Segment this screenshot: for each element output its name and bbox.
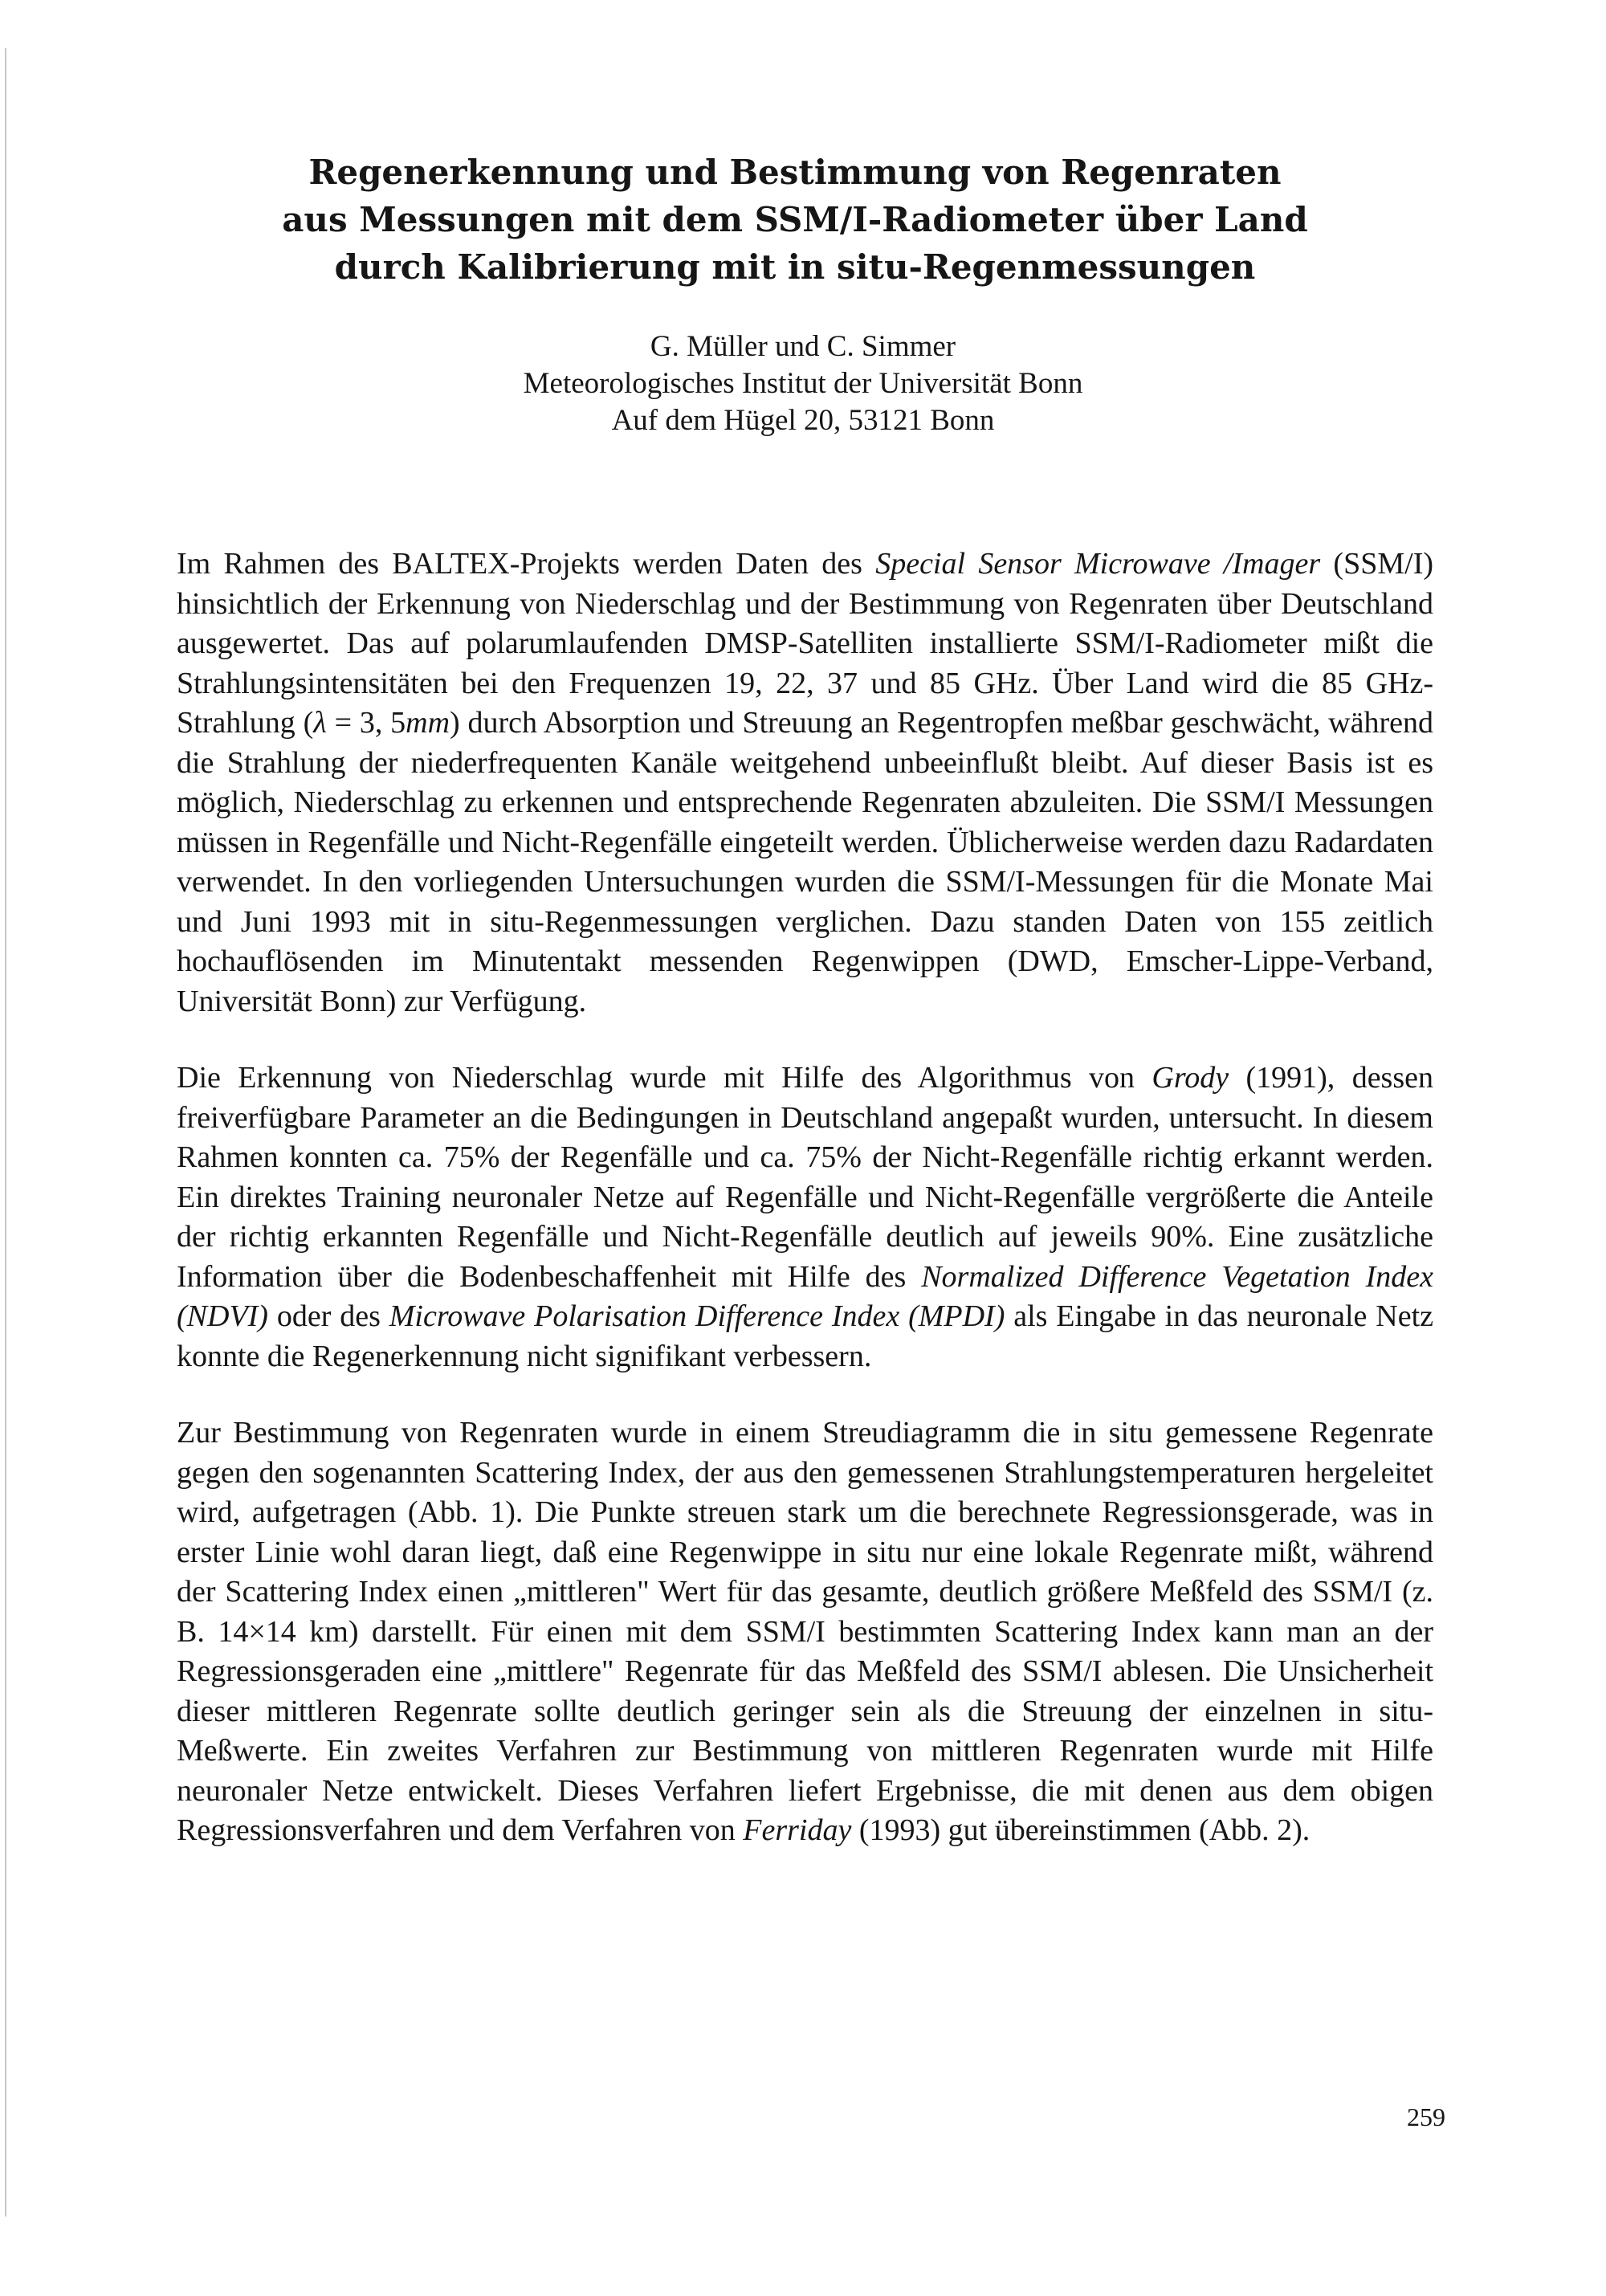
paragraph-2-text-g: als Eingabe in das neuronale Netz konnte die Regenerkennung nicht signifikant verbessern. <box>177 1299 1433 1373</box>
paragraph-1-text-e: = 3, 5 <box>326 706 406 740</box>
author-block <box>161 328 1445 439</box>
paragraph-2-text-c: (1991), dessen freiverfügbare Parameter an die Bedingungen in Deutschland angepaßt wurden, untersucht. In diesem Rahmen konnten ca. 75% der Regenfälle und ca. 75% der Nicht-Regenfälle richtig erkannt werden. Ein direktes Training neuronaler Netze auf Regenfälle und Nicht-Regenfälle vergrößerte die Anteile der richtig erkannten Regenfälle und Nicht-Regenfälle deutlich auf jeweils 90%. Eine zusätzliche Information über die Bodenbeschaffenheit mit Hilfe des <box>177 1061 1433 1294</box>
title-line-1: Regenerkennung und Bestimmung von Regenraten <box>308 153 1282 192</box>
author-institute: Meteorologisches Institut der Universität Bonn <box>523 367 1083 400</box>
abstract-body <box>177 544 1433 1851</box>
author-names: G. Müller und C. Simmer <box>650 330 956 363</box>
paragraph-1-text-g: ) durch Absorption und Streuung an Regentropfen meßbar geschwächt, während die Strahlung der niederfrequenten Kanäle weitgehend unbeeinflußt bleibt. Auf dieser Basis ist es möglich, Niederschlag zu erkennen und entsprechende Regenraten abzuleiten. Die SSM/I Messungen müssen in Regenfälle und Nicht-Regenfälle eingeteilt werden. Üblicherweise werden dazu Radardaten verwendet. In den vorliegenden Untersuchungen wurden die SSM/I-Messungen für die Monate Mai und Juni 1993 mit in situ-Regenmessungen verglichen. Dazu standen Daten von 155 zeitlich hochauflösenden im Minutentakt messenden Regenwippen (DWD, Emscher-Lippe-Verband, Universität Bonn) zur Verfügung. <box>177 706 1433 1018</box>
paragraph-3-text-a: Zur Bestimmung von Regenraten wurde in einem Streudiagramm die in situ gemessene Regenrate gegen den sogenannten Scattering Index, der aus den gemessenen Strahlungstemperaturen hergeleitet wird, aufgetragen (Abb. 1). Die Punkte streuen stark um die berechnete Regressionsgerade, was in erster Linie wohl daran liegt, daß eine Regenwippe in situ nur eine lokale Regenrate mißt, während der Scattering Index einen „mittleren" Wert für das gesamte, deutlich größere Meßfeld des SSM/I (z. B. 14×14 km) darstellt. Für einen mit dem SSM/I bestimmten Scattering Index kann man an der Regressionsgeraden eine „mittlere" Regenrate für das Meßfeld des SSM/I ablesen. Die Unsicherheit dieser mittleren Regenrate sollte deutlich geringer sein als die Streuung der einzelnen in situ-Meßwerte. Ein zweites Verfahren zur Bestimmung von mittleren Regenraten wurde mit Hilfe neuronaler Netze entwickelt. Dieses Verfahren liefert Ergebnisse, die mit denen aus dem obigen Regressionsverfahren und dem Verfahren von <box>177 1416 1433 1847</box>
paragraph-1 <box>177 544 1433 1022</box>
paragraph-3-italic-author: Ferriday <box>743 1813 852 1847</box>
paragraph-2-italic-author: Grody <box>1152 1061 1229 1095</box>
paragraph-1-italic-instrument: Special Sensor Microwave /Imager <box>875 547 1321 581</box>
scan-edge-mark <box>5 48 6 2216</box>
paragraph-2-italic-ndvi: Normalized Difference Vegetation Index (NDVI) <box>177 1259 1433 1333</box>
author-address: Auf dem Hügel 20, 53121 Bonn <box>611 404 995 437</box>
paragraph-2-text-e: oder des <box>267 1299 389 1333</box>
paragraph-2-italic-mpdi: Microwave Polarisation Difference Index (MPDI) <box>389 1299 1005 1333</box>
paragraph-2 <box>177 1058 1433 1376</box>
paragraph-1-text-c: (SSM/I) hinsichtlich der Erkennung von Niederschlag und der Bestimmung von Regenraten über Deutschland ausgewertet. Das auf polarumlaufenden DMSP-Satelliten installierte SSM/I-Radiometer mißt die Strahlungsintensitäten bei den Frequenzen 19, 22, 37 und 85 GHz. Über Land wird die 85 GHz-Strahlung ( <box>177 547 1434 740</box>
paragraph-1-italic-unit: mm <box>406 706 450 740</box>
title-line-2: aus Messungen mit dem SSM/I-Radiometer über Land <box>282 200 1308 239</box>
paragraph-1-italic-lambda: λ <box>313 706 327 740</box>
page-number: 259 <box>1407 2102 1445 2131</box>
title-line-3: durch Kalibrierung mit in situ-Regenmessungen <box>334 247 1256 287</box>
paragraph-1-text-a: Im Rahmen des BALTEX-Projekts werden Daten des <box>177 547 876 581</box>
paragraph-2-text-a: Die Erkennung von Niederschlag wurde mit Hilfe des Algorithmus von <box>177 1061 1152 1095</box>
paragraph-3 <box>177 1413 1433 1851</box>
paper-title <box>145 149 1445 291</box>
paragraph-3-text-c: (1993) gut übereinstimmen (Abb. 2). <box>851 1813 1310 1847</box>
